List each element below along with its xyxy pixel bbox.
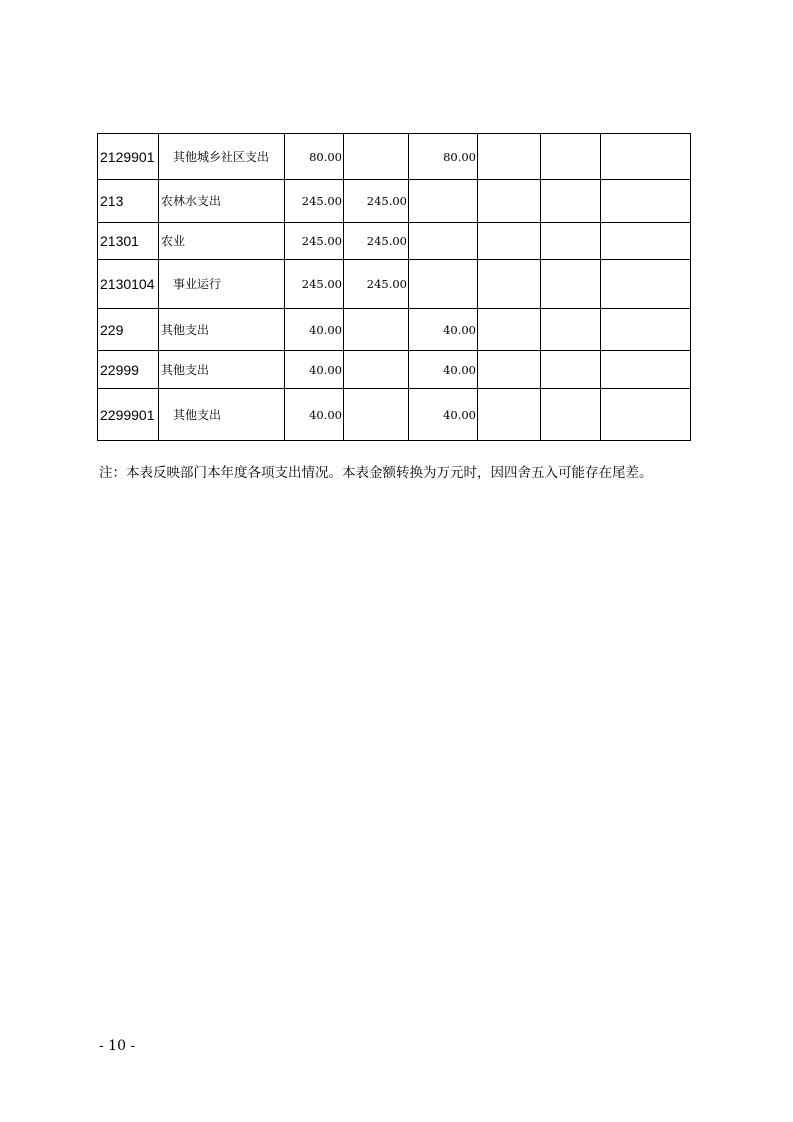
total-amount: 245.00 [285,223,344,260]
column-4-cell [478,260,541,309]
subject-name: 其他支出 [159,389,285,441]
column-4-cell [478,134,541,180]
page-number: - 10 - [99,1038,136,1054]
basic-amount [344,134,409,180]
table-row [98,223,691,260]
column-5-cell [541,134,601,180]
subject-name: 农林水支出 [159,180,285,223]
subject-name: 其他支出 [159,309,285,351]
basic-amount: 245.00 [344,260,409,309]
basic-amount: 245.00 [344,223,409,260]
column-5-cell [541,309,601,351]
total-amount: 40.00 [285,309,344,351]
column-5-cell [541,260,601,309]
column-4-cell [478,309,541,351]
subject-name: 其他支出 [159,351,285,389]
basic-amount [344,389,409,441]
total-amount: 80.00 [285,134,344,180]
project-amount [409,223,478,260]
total-amount: 40.00 [285,389,344,441]
subject-code: 213 [98,180,159,223]
subject-code: 2130104 [98,260,159,309]
column-4-cell [478,223,541,260]
subject-code: 22999 [98,351,159,389]
subject-code: 21301 [98,223,159,260]
project-amount: 40.00 [409,309,478,351]
total-amount: 40.00 [285,351,344,389]
column-6-cell [601,180,691,223]
project-amount: 40.00 [409,389,478,441]
column-4-cell [478,351,541,389]
column-5-cell [541,351,601,389]
basic-amount [344,351,409,389]
column-4-cell [478,180,541,223]
column-6-cell [601,309,691,351]
project-amount [409,180,478,223]
column-4-cell [478,389,541,441]
column-6-cell [601,134,691,180]
project-amount: 40.00 [409,351,478,389]
column-5-cell [541,389,601,441]
column-5-cell [541,223,601,260]
subject-name: 农业 [159,223,285,260]
basic-amount [344,309,409,351]
project-amount [409,260,478,309]
table-row [98,134,691,180]
subject-name: 事业运行 [159,260,285,309]
basic-amount: 245.00 [344,180,409,223]
column-6-cell [601,351,691,389]
table-row [98,260,691,309]
table-body [98,134,691,441]
column-5-cell [541,180,601,223]
subject-name: 其他城乡社区支出 [159,134,285,180]
total-amount: 245.00 [285,180,344,223]
table-note: 注：本表反映部门本年度各项支出情况。本表金额转换为万元时，因四舍五入可能存在尾差。 [99,465,653,481]
column-6-cell [601,260,691,309]
table-row [98,351,691,389]
subject-code: 229 [98,309,159,351]
table-row [98,180,691,223]
total-amount: 245.00 [285,260,344,309]
table-row [98,309,691,351]
column-6-cell [601,223,691,260]
table-row [98,389,691,441]
expenditure-table [97,133,691,441]
subject-code: 2129901 [98,134,159,180]
column-6-cell [601,389,691,441]
subject-code: 2299901 [98,389,159,441]
project-amount: 80.00 [409,134,478,180]
